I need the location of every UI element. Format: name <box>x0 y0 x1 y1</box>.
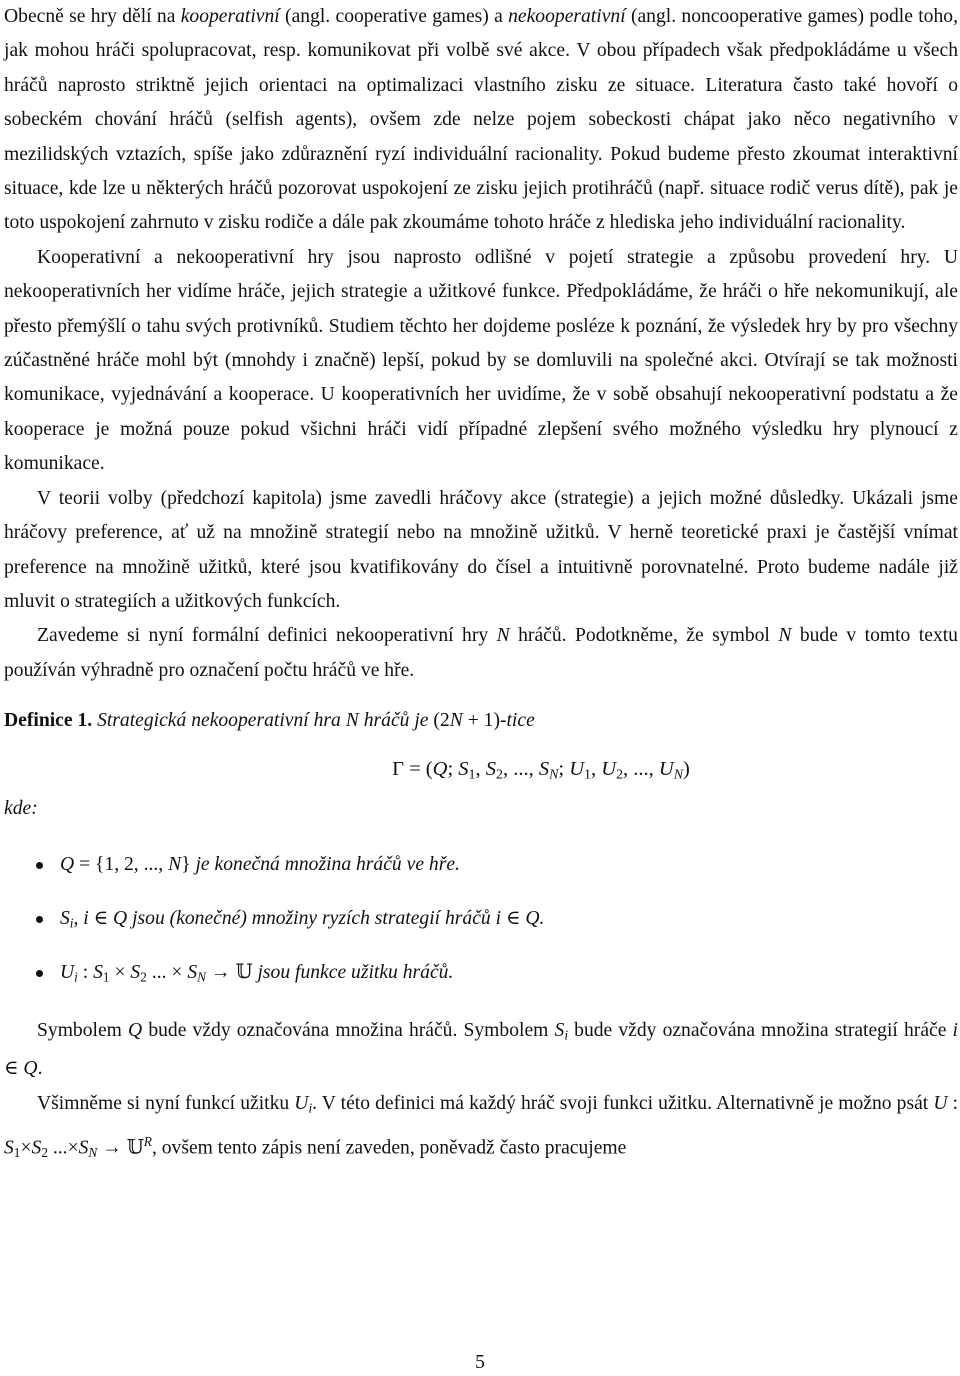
paragraph-4: Zavedeme si nyní formální definici nekooperativní hry N hráčů. Podotkněme, že symbol N bude v tomto textu používán výhradně pro označení počtu hráčů ve hře. <box>4 625 958 681</box>
list-item: $U_i$ : $S_1 \times S_2$ ... × $S_N$ → 𝕌 jsou funkce užitku hráčů. <box>4 956 958 1010</box>
definition-1 <box>4 704 958 738</box>
definition-text: Strategická nekooperativní hra N hráčů je (2N + 1)-tice <box>97 710 535 732</box>
paragraph-2: Kooperativní a nekooperativní hry jsou naprosto odlišné v pojetí strategie a způsobu provedení hry. U nekooperativních her vidíme hráče, jejich strategie a užitkové funkce. Předpokládáme, že hráči o hře nekomunikují, ale přesto přemýšlí o tahu svých protivníků. Studiem těchto her dojdeme posléze k poznání, že výsledek hry by pro všechny zúčastněné hráče mohl být (mnohdy i značně) lepší, pokud by se domluvili na společné akci. Otvírají se tak možnosti komunikace, vyjednávání a kooperace. U kooperativních her uvidíme, že v sobě obsahují nekooperativní podstatu a že kooperace je možná pouze pokud všichni hráči vidí případné zlepšení svého možného výsledku hry plynoucí z komunikace. <box>4 246 958 475</box>
kde-label: kde: <box>4 797 38 819</box>
list-item: Q = {1, 2, ..., N} je konečná množina hráčů ve hře. <box>4 848 958 902</box>
list-item: $S_i$, i ∈ Q jsou (konečné) množiny ryzích strategií hráčů i ∈ Q. <box>4 902 958 956</box>
definition-list <box>4 848 958 1010</box>
game-formula: Γ = (Q; $S_1$, $S_2$, ..., $S_N$; $U_1$, $U_2$, ..., $U_N$) <box>392 758 690 783</box>
page-number: 5 <box>475 1352 485 1373</box>
paragraph-5: Symbolem Q bude vždy označována množina hráčů. Symbolem $S_i$ bude vždy označována množina strategií hráče i ∈ Q. <box>4 1019 958 1080</box>
paragraph-6: Všimněme si nyní funkcí užitku $U_i$. V této definici má každý hráč svoji funkci užitku. Alternativně je možno psát U : $S_1\times S_2$ $...\times S_N$ → 𝕌$^R$, ovšem tento zápis není zaveden, poněvadž často pracujeme <box>4 1092 959 1161</box>
paragraph-1: Obecně se hry dělí na kooperativní (angl. cooperative games) a nekooperativní (angl. noncooperative games) podle toho, jak mohou hráči spolupracovat, resp. komunikovat při volbě své akce. V obou případech však předpokládáme u všech hráčů naprosto striktně jejich orientaci na optimalizaci vlastního zisku ze situace. Literatura často také hovoří o sobeckém chování hráčů (selfish agents), ovšem zde nelze pojem sobeckosti chápat jako něco negativního v mezilidských vztazích, spíše jako zdůraznění ryzí individuální racionality. Pokud budeme přesto zkoumat interaktivní situace, kde lze u některých hráčů pozorovat uspokojení ze zisku jejich protihráčů (např. situace rodič verus dítě), pak je toto uspokojení zahrnuto v zisku rodiče a dále pak zkoumáme tohoto hráče z hlediska jeho individuální racionality. <box>4 6 958 234</box>
definition-label: Definice 1. <box>4 710 93 732</box>
paragraph-3: V teorii volby (předchozí kapitola) jsme zavedli hráčovy akce (strategie) a jejich možné důsledky. Ukázali jsme hráčovy preference, ať už na množině strategií nebo na množině užitků. V herně teoretické praxi je častější vnímat preference na množině užitků, které jsou kvatifikovány do čísel a intuitivně porovnatelné. Proto budeme nadále již mluvit o strategiích a užitkových funkcích. <box>4 487 958 612</box>
